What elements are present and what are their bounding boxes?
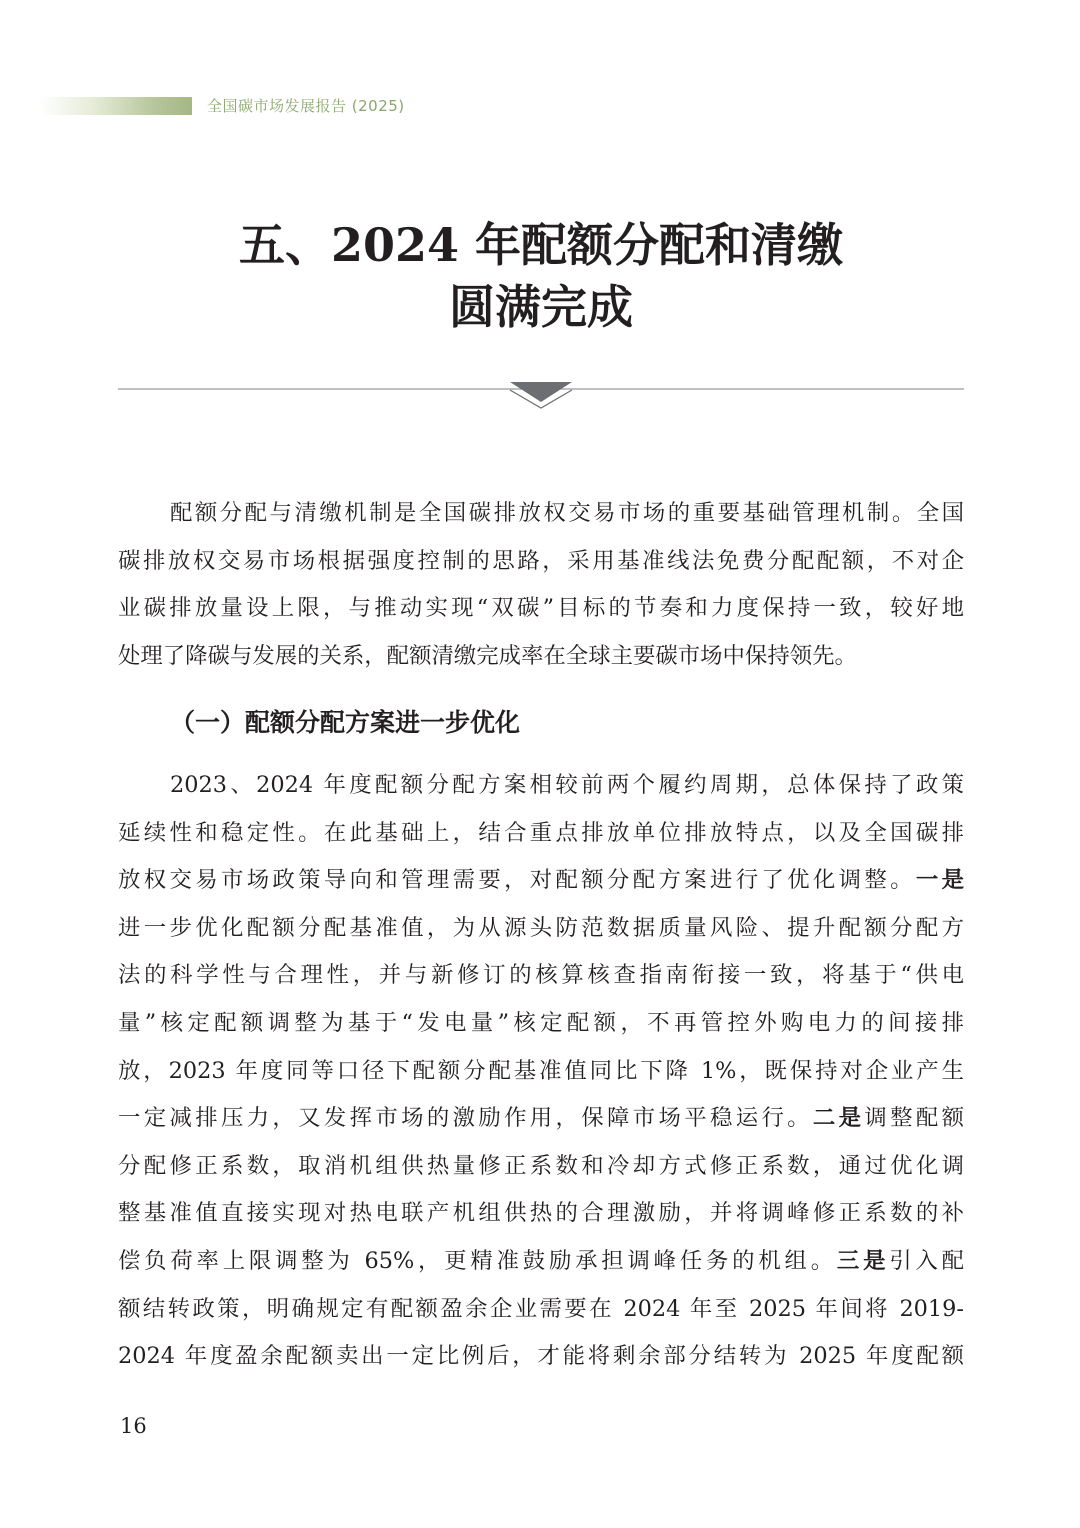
intro-line-4: 处理了降碳与发展的关系，配额清缴完成率在全球主要碳市场中保持领先。 (118, 642, 857, 669)
paragraph-line-5: 法的科学性与合理性，并与新修订的核算核查指南衔接一致，将基于“供电 (118, 962, 964, 989)
chapter-title-line-2: 圆满完成 (449, 280, 633, 334)
section-heading: （一）配额分配方案进一步优化 (170, 708, 521, 737)
lead-point-one: 一是 (915, 867, 965, 894)
intro-line-3: 业碳排放量设上限，与推动实现“双碳”目标的节奏和力度保持一致，较好地 (118, 595, 964, 622)
paragraph-line-6: 量”核定配额调整为基于“发电量”核定配额，不再管控外购电力的间接排 (118, 1009, 964, 1036)
intro-line-2: 碳排放权交易市场根据强度控制的思路，采用基准线法免费分配配额，不对企 (118, 547, 964, 574)
intro-paragraph (118, 490, 964, 680)
paragraph-line-7: 放，2023 年度同等口径下配额分配基准值同比下降 1%，既保持对企业产生 (118, 1057, 964, 1084)
page-number: 16 (120, 1414, 147, 1438)
paragraph-line-10: 整基准值直接实现对热电联产机组供热的合理激励，并将调峰修正系数的补 (118, 1200, 964, 1227)
divider-triangle-fill (510, 382, 572, 402)
paragraph-line-11 (118, 1238, 964, 1286)
paragraph-line-4: 进一步优化配额分配基准值，为从源头防范数据质量风险、提升配额分配方 (118, 914, 964, 941)
section-1-paragraph (118, 762, 964, 1381)
paragraph-line-13: 2024 年度盈余配额卖出一定比例后，才能将剩余部分结转为 2025 年度配额 (118, 1343, 964, 1370)
paragraph-line-1: 2023、2024 年度配额分配方案相较前两个履约周期，总体保持了政策 (170, 772, 964, 798)
header-accent-bar (40, 97, 192, 115)
paragraph-line-8-text: 一定减排压力，又发挥市场的激励作用，保障市场平稳运行。 (118, 1105, 813, 1132)
title-divider (118, 380, 964, 412)
paragraph-line-11-tail: 引入配 (889, 1247, 965, 1274)
running-header-title: 全国碳市场发展报告 (2025) (207, 97, 405, 115)
intro-line-1: 配额分配与清缴机制是全国碳排放权交易市场的重要基础管理机制。全国 (170, 500, 964, 526)
paragraph-line-8-tail: 调整配额 (864, 1105, 965, 1132)
paragraph-line-8 (118, 1095, 964, 1143)
paragraph-line-3 (118, 857, 964, 905)
paragraph-line-12: 额结转政策，明确规定有配额盈余企业需要在 2024 年至 2025 年间将 2019- (118, 1295, 964, 1322)
chapter-title (118, 214, 964, 338)
lead-point-three: 三是 (836, 1247, 890, 1274)
paragraph-line-9: 分配修正系数，取消机组供热量修正系数和冷却方式修正系数，通过优化调 (118, 1152, 964, 1179)
paragraph-line-3-text: 放权交易市场政策导向和管理需要，对配额分配方案进行了优化调整。 (118, 867, 916, 894)
paragraph-line-2: 延续性和稳定性。在此基础上，结合重点排放单位排放特点，以及全国碳排 (118, 819, 964, 846)
lead-point-two: 二是 (812, 1105, 865, 1132)
paragraph-line-11-text: 偿负荷率上限调整为 65%，更精准鼓励承担调峰任务的机组。 (118, 1247, 837, 1274)
chapter-title-line-1: 五、2024 年配额分配和清缴 (238, 218, 844, 272)
